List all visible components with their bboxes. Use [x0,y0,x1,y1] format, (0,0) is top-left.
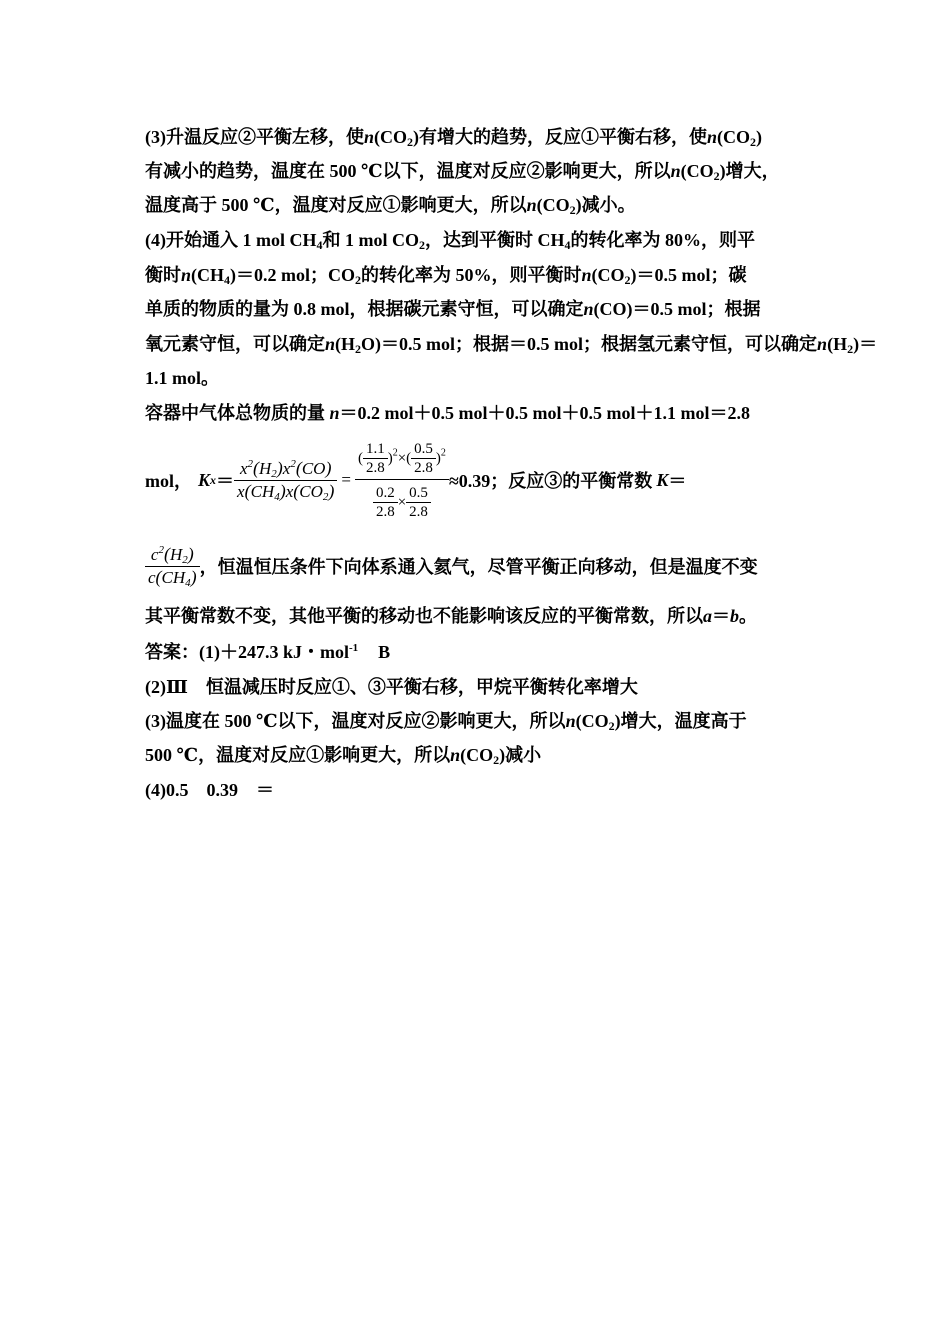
var: x [237,481,245,501]
p3-line1 [145,124,762,150]
chem: CH [197,265,225,285]
kx-denominator [234,480,337,503]
sub: 2 [713,169,720,183]
var-n: n [329,403,340,423]
paren: ) [756,127,763,147]
text: 减小 [505,745,542,765]
calc-total-line [145,400,750,426]
den: 2.8 [363,458,388,477]
chem: CO [599,299,627,319]
paren: ( [357,450,363,467]
var-a: a [703,606,712,626]
var-n: n [581,265,592,285]
paren: ) [614,711,621,731]
kx-fraction [234,458,337,502]
chem: O [361,334,376,354]
text: ＝0.5 mol；根据 [632,299,761,319]
sup: 2 [440,447,446,459]
sup: -1 [349,642,359,654]
var-n: n [583,299,594,319]
text: (3)温度在 500 ℃以下，温度对反应②影响更大，所以 [145,711,566,731]
paren: ) [328,480,335,501]
paren: ( [293,480,300,501]
text: 的转化率为 50%，则平衡时 [361,265,582,285]
sub: 2 [624,273,631,287]
sub: 2 [182,553,188,566]
var: CO [301,458,326,478]
sup: 2 [158,543,164,556]
paren: ( [575,711,582,731]
paren: ) [375,334,382,354]
sub: 2 [355,273,362,287]
text: (4)开始通入 1 mol CH [145,230,317,250]
paren: ) [853,334,860,354]
chem: CO [597,265,625,285]
paren: ) [719,161,726,181]
answer-1: (1)＋247.3 kJ・mol [199,642,349,662]
paren: ( [680,161,687,181]
den: 2.8 [373,502,398,521]
paren: ( [155,566,162,587]
num: 0.5 [414,440,433,457]
paren: ) [325,457,332,478]
paren: ( [460,745,467,765]
text: 有减小的趋势，温度在 500 ℃以下，温度对反应②影响更大，所以 [145,161,671,181]
value-denominator [355,479,449,521]
text: ＝0.5 mol；根据 [381,334,510,354]
paren: ) [575,195,582,215]
chem: CO [380,127,408,147]
paren: ( [827,334,834,354]
paren: ) [435,450,441,467]
sub: 2 [750,135,757,149]
text: 和 1 mol CO [322,230,419,250]
paren: ( [252,457,259,478]
text: 单质的物质的量为 0.8 mol，根据碳元素守恒，可以确定 [145,299,584,319]
sub: 2 [322,490,329,503]
text: 的转化率为 80%，则平 [570,230,755,250]
small-fraction [373,484,398,521]
chem: CO [723,127,751,147]
paren: ( [191,265,198,285]
calc-last-line [145,603,757,629]
text: 增大， [725,161,780,181]
var-n: n [565,711,576,731]
text: 减小。 [581,195,636,215]
p4-line5 [145,365,219,391]
p4-line1 [145,227,755,253]
answer-2: (2)Ⅲ 恒温减压时反应①、③平衡右移，甲烷平衡转化率增大 [145,677,638,697]
p4-line3 [145,296,761,322]
text: 增大，温度高于 [620,711,747,731]
answer-label: 答案： [145,642,199,662]
paren: ) [387,450,393,467]
value-fraction [355,440,449,521]
var: CH [161,567,186,587]
var-K: K [198,469,211,490]
paren: ) [187,543,194,564]
var-n: n [450,745,461,765]
sub: 2 [271,467,277,480]
chem: H [833,334,848,354]
var: CH [250,481,275,501]
text: 。 [739,606,757,626]
text: 500 ℃，温度对反应①影响更大，所以 [145,745,451,765]
den: 2.8 [406,502,431,521]
paren: ) [413,127,420,147]
text: ＝0.5 mol；碳 [636,265,747,285]
sub: 4 [274,490,280,503]
answer-4: (4)0.5 0.39 ＝ [145,780,274,800]
paren: ( [335,334,342,354]
var-n: n [364,127,375,147]
paren: ) [230,265,237,285]
answer-1-choice: B [378,642,391,662]
text: ＝ [668,471,687,491]
sub: 2 [569,203,576,217]
var: c [148,567,156,587]
var-n: n [707,127,718,147]
p4-line2 [145,262,747,288]
k-denominator [145,566,200,589]
num: 0.5 [409,484,428,501]
sup: 2 [290,457,296,470]
text: ＝0.5 mol；根据氢元素守恒，可以确定 [509,334,818,354]
var-K: K [656,469,669,490]
times: × [397,450,407,467]
paren: ( [374,127,381,147]
small-fraction [363,440,388,477]
paren: ) [626,299,633,319]
chem: CO [581,711,609,731]
sub: 2 [847,342,854,356]
text: (3)升温反应②平衡左移，使 [145,127,364,147]
chem: CO [686,161,714,181]
paren: ) [630,265,637,285]
text: ，恒温恒压条件下向体系通入氦气，尽管平衡正向移动，但是温度不变 [199,557,758,577]
k-formula-line [145,540,758,592]
text: 有增大的趋势，反应①平衡右移，使 [419,127,708,147]
k-fraction [145,544,200,588]
answer-line5 [145,777,274,803]
text: ，达到平衡时 CH [424,230,565,250]
answer-line1 [145,639,390,665]
paren: ) [276,457,283,478]
paren: ) [190,566,197,587]
chem: H [341,334,356,354]
chem: CO [542,195,570,215]
var: H [258,458,272,478]
sub: 2 [407,135,414,149]
sup: 2 [247,457,253,470]
paren: ( [593,299,600,319]
p3-line2 [145,158,780,184]
text: 容器中气体总物质的量 [145,403,325,423]
value-numerator [355,440,449,479]
var-n: n [817,334,828,354]
text: 氧元素守恒，可以确定 [145,334,325,354]
text: ＝ [216,471,235,491]
k-numerator [145,544,200,566]
num: 0.2 [375,484,395,501]
sub: 4 [316,238,323,252]
sub: 2 [493,753,500,767]
var-n: n [325,334,336,354]
p4-line4 [145,331,877,357]
text: mol， [145,471,192,491]
text: ＝ [859,334,878,354]
var: x [239,458,248,478]
times: × [397,494,407,511]
var: x [285,481,294,501]
small-fraction [406,484,431,521]
equals: = [341,470,351,489]
equals: ＝ [712,606,730,626]
sub: 4 [185,576,191,589]
p3-line3 [145,192,636,218]
paren: ( [244,480,251,501]
var-b: b [730,606,739,626]
paren: ( [536,195,543,215]
sup: 2 [392,447,398,459]
paren: ( [591,265,598,285]
sub: 4 [224,273,231,287]
answer-line3 [145,708,747,734]
paren: ( [163,543,170,564]
sub: 4 [564,238,571,252]
sub: 2 [418,238,425,252]
kx-formula-line: mol， K x ＝ $\frac{x^2(H_2)x^2(CO)}{x(CH_4)x(CO_2)}$ = ( $\frac{1.1}{2.8}$ )$^2$×( $\frac{0.5}{2.8}$ )$^2$ $\frac{0.2}{2.8}$ × $\frac{0.5}{2.8}$ ≈0.39；反应③的平衡常数 K ＝ [145,440,687,520]
text: ＝0.2 mol；CO [236,265,356,285]
paren: ( [295,457,302,478]
text: 其平衡常数不变，其他平衡的移动也不能影响该反应的平衡常数，所以 [145,606,703,626]
text: ＝0.2 mol＋0.5 mol＋0.5 mol＋0.5 mol＋1.1 mol＝2.8 [339,403,750,423]
chem: CO [466,745,494,765]
text: ≈0.39；反应③的平衡常数 [448,471,653,491]
paren: ) [499,745,506,765]
var: H [169,544,183,564]
text: 衡时 [145,265,181,285]
small-fraction [411,440,436,477]
paren: ( [717,127,724,147]
var: CO [299,481,323,501]
answer-line2 [145,674,638,700]
var-n: n [181,265,192,285]
var: x [282,458,291,478]
sub: 2 [355,342,362,356]
kx-numerator [234,458,337,480]
paren: ) [279,480,286,501]
num: 1.1 [365,440,385,457]
var-n: n [526,195,537,215]
sub: 2 [608,719,615,733]
text: 温度高于 500 ℃，温度对反应①影响更大，所以 [145,195,527,215]
answer-line4 [145,742,541,768]
var: c [150,544,159,564]
var-n: n [670,161,681,181]
den: 2.8 [411,458,436,477]
paren: ( [406,450,412,467]
text: 1.1 mol。 [145,368,219,388]
